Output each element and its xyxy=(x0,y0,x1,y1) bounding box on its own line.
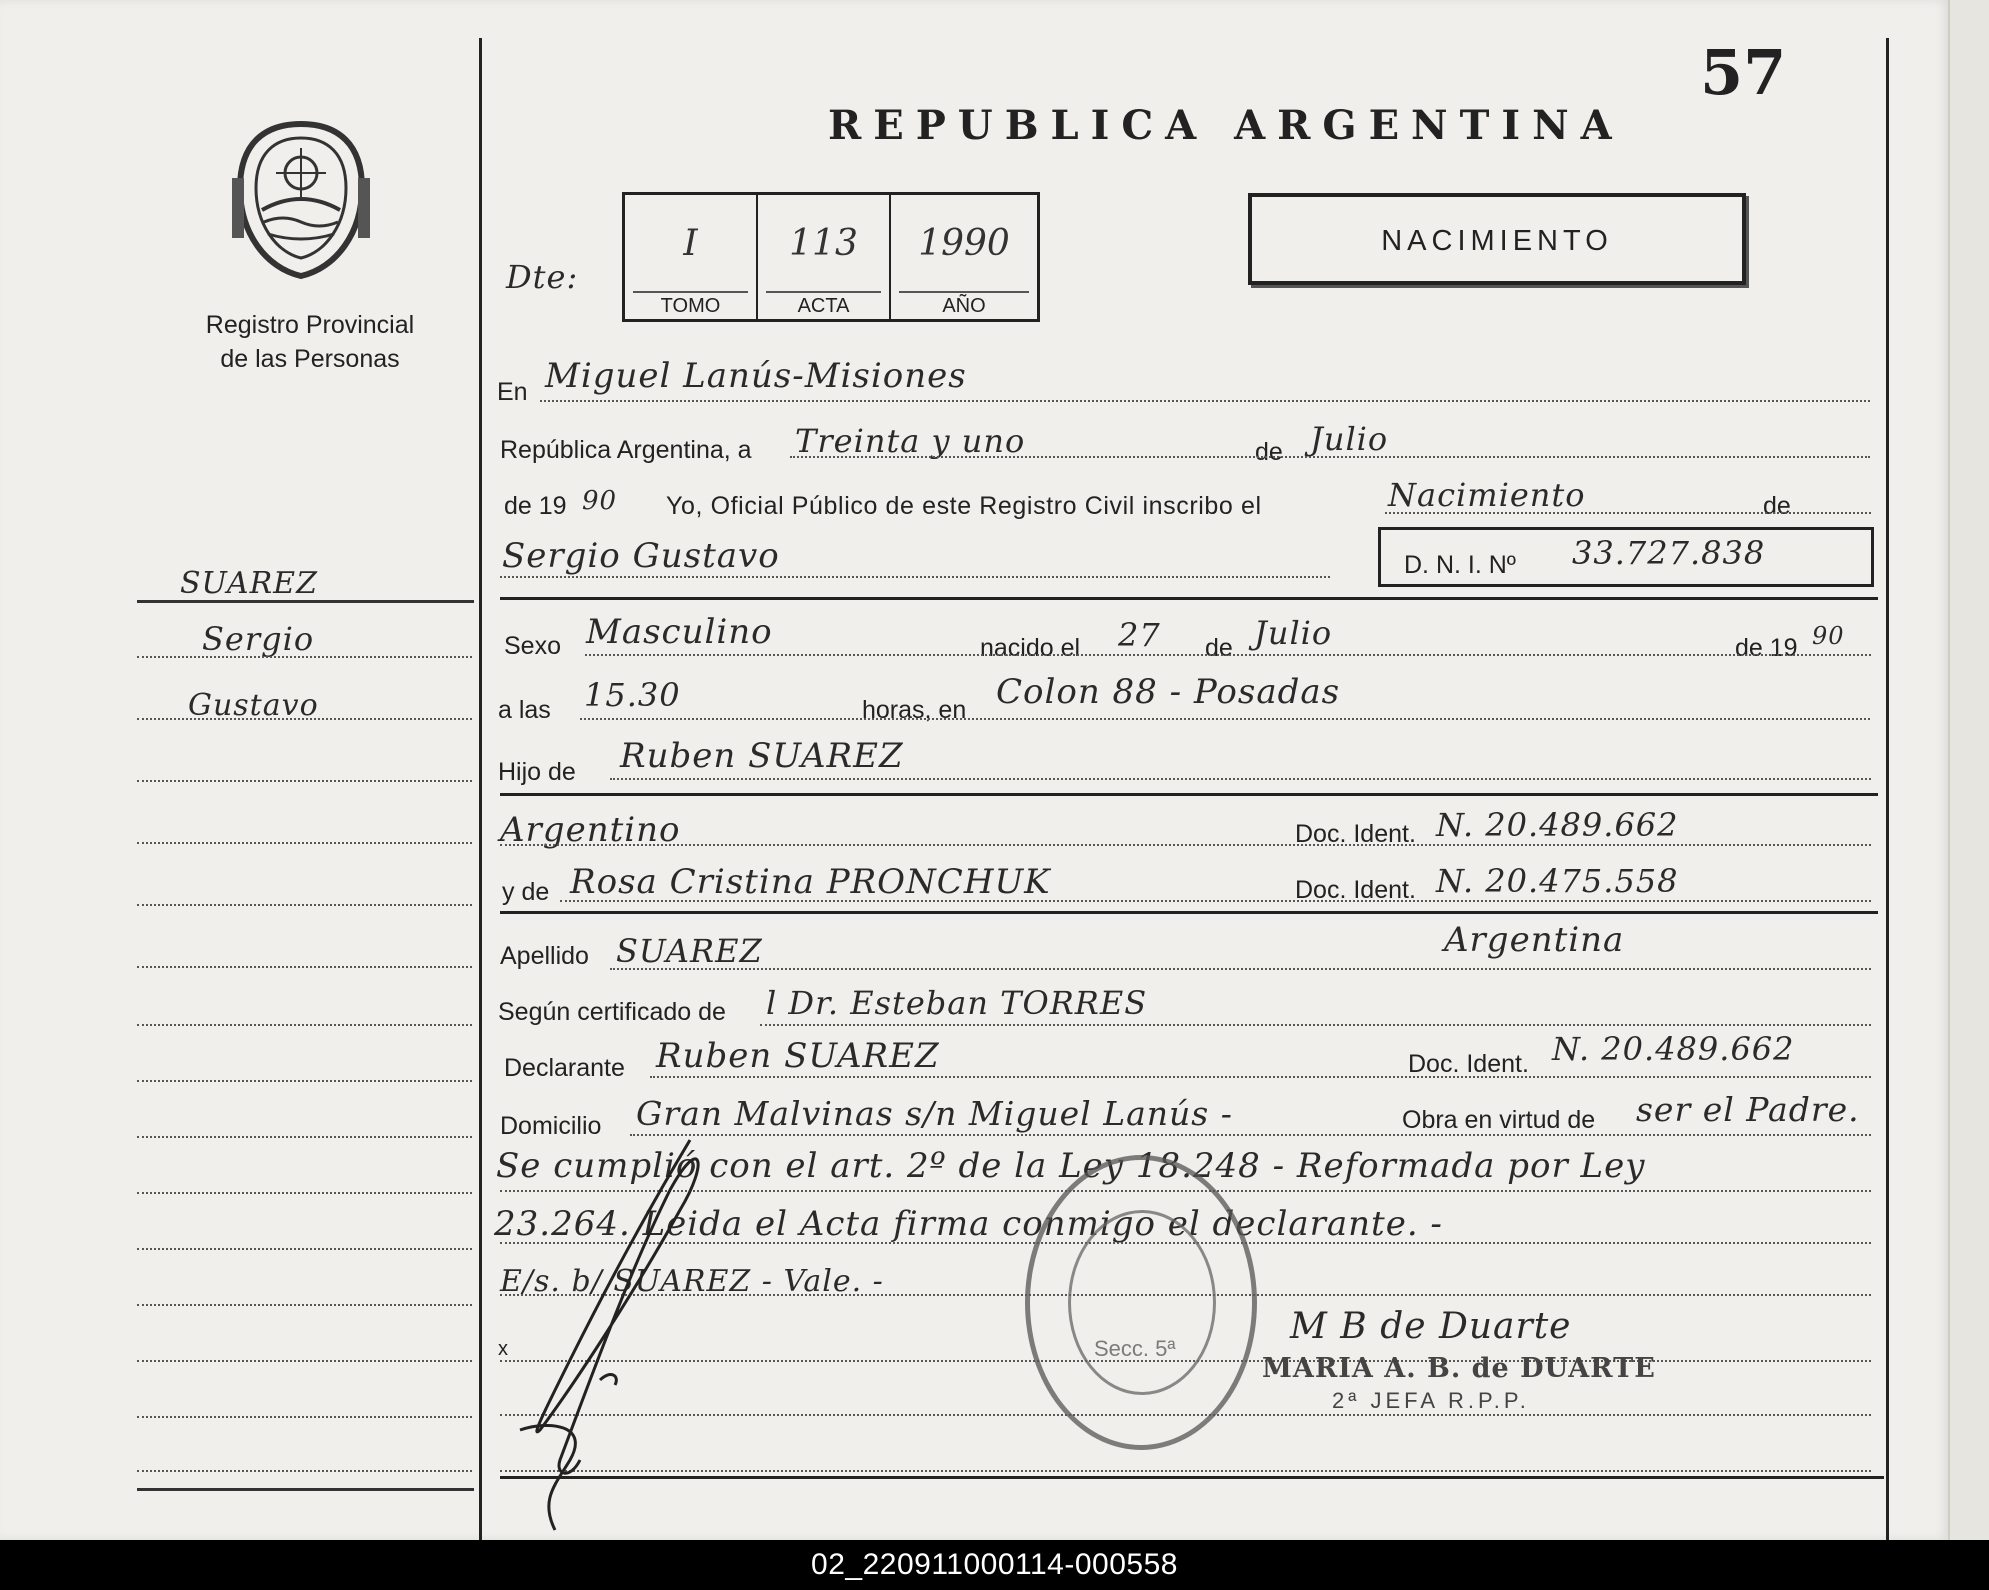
horas-label: horas, en xyxy=(862,696,967,724)
tomo-label: TOMO xyxy=(633,291,748,318)
margin-line xyxy=(137,1248,472,1250)
registrar-handwritten-signature: M B de Duarte xyxy=(1290,1306,1572,1347)
father-nationality: Argentino xyxy=(500,810,681,850)
right-border xyxy=(1886,38,1889,1540)
anio-label: AÑO xyxy=(899,291,1029,318)
margin-line xyxy=(137,1024,472,1026)
section-divider xyxy=(500,911,1878,914)
stamp-section: Secc. 5ª xyxy=(1094,1336,1176,1361)
margin-surname: SUAREZ xyxy=(180,566,318,601)
form-line xyxy=(610,968,1871,970)
form-line xyxy=(760,1024,1871,1026)
father-doc: N. 20.489.662 xyxy=(1436,806,1679,844)
form-line xyxy=(610,778,1871,780)
margin-bottom-line xyxy=(137,1488,474,1491)
margin-line xyxy=(137,1416,472,1418)
anio-cell xyxy=(891,195,1037,319)
de-label-3: de xyxy=(1205,634,1233,662)
year-suffix: 90 xyxy=(582,486,618,516)
record-type-box xyxy=(1248,193,1746,285)
margin-first-name: Sergio xyxy=(202,620,315,658)
en-label: En xyxy=(497,378,528,406)
registry-name xyxy=(160,308,460,376)
form-line xyxy=(585,654,1871,656)
nacido-label: nacido el xyxy=(980,634,1081,662)
declarante-value: Ruben SUAREZ xyxy=(656,1036,940,1076)
sexo-label: Sexo xyxy=(504,632,561,660)
birth-place: Colon 88 - Posadas xyxy=(996,672,1341,712)
birth-day: 27 xyxy=(1118,616,1161,654)
birth-year-suffix: 90 xyxy=(1812,622,1845,650)
dni-label: D. N. I. Nº xyxy=(1404,551,1516,579)
margin-line xyxy=(137,1080,472,1082)
registrar-role: 2ª JEFA R.P.P. xyxy=(1332,1388,1530,1413)
note-line-2: 23.264. Leida el Acta firma conmigo el declarante. - xyxy=(494,1204,1443,1244)
registry-line-2: de las Personas xyxy=(220,345,400,373)
margin-line xyxy=(137,1470,472,1472)
form-line xyxy=(1385,512,1871,514)
domicilio-value: Gran Malvinas s/n Miguel Lanús - xyxy=(636,1094,1233,1133)
republica-label: República Argentina, a xyxy=(500,436,752,464)
obra-value: ser el Padre. xyxy=(1636,1090,1860,1129)
next-page-edge xyxy=(1948,0,1989,1540)
official-text: Yo, Oficial Público de este Registro Civil inscribo el xyxy=(666,492,1262,520)
form-line xyxy=(500,844,1871,846)
registrar-name: MARIA A. B. de DUARTE xyxy=(1262,1353,1656,1384)
form-line xyxy=(540,400,1870,402)
registry-line-1: Registro Provincial xyxy=(205,311,415,339)
event-value: Nacimiento xyxy=(1388,476,1586,514)
form-line xyxy=(560,900,1871,902)
place-value: Miguel Lanús-Misiones xyxy=(545,356,967,396)
y-de-label: y de xyxy=(502,878,550,906)
page-number: 57 xyxy=(1700,36,1787,109)
doctor-name: l Dr. Esteban TORRES xyxy=(766,984,1148,1022)
form-line xyxy=(500,576,1330,578)
birth-time: 15.30 xyxy=(584,676,681,714)
margin-line xyxy=(137,1192,472,1194)
de-label-2: de xyxy=(1763,492,1791,520)
page-title: REPUBLICA ARGENTINA xyxy=(828,102,1624,149)
dni-value: 33.727.838 xyxy=(1572,534,1766,572)
declarant-signature-icon xyxy=(510,1130,730,1540)
form-line xyxy=(650,1076,1871,1078)
hijo-label: Hijo de xyxy=(498,758,576,786)
mother-name: Rosa Cristina PRONCHUK xyxy=(570,862,1051,902)
note-line-3: E/s. b/ SUAREZ - Vale. - xyxy=(500,1264,884,1299)
form-line xyxy=(580,718,1870,720)
day-words: Treinta y uno xyxy=(795,422,1026,460)
margin-line xyxy=(137,780,472,782)
record-prefix: Dte: xyxy=(506,258,579,296)
margin-line xyxy=(137,718,472,720)
declarante-label: Declarante xyxy=(504,1054,625,1082)
margin-line xyxy=(137,656,472,658)
note-line-1: Se cumplió con el art. 2º de la Ley 18.248 - Reformada por Ley xyxy=(496,1146,1646,1186)
obra-label: Obra en virtud de xyxy=(1402,1106,1596,1134)
declarante-doc-label: Doc. Ident. xyxy=(1408,1050,1529,1078)
margin-line xyxy=(137,904,472,906)
margin-line xyxy=(137,842,472,844)
margin-line xyxy=(137,1304,472,1306)
record-reference-box xyxy=(622,192,1040,322)
record-type: NACIMIENTO xyxy=(1381,225,1613,257)
a-las-label: a las xyxy=(498,696,551,724)
acta-label: ACTA xyxy=(766,291,881,318)
birth-year-prefix: de 19 xyxy=(1735,634,1798,662)
signature-x-mark: x xyxy=(498,1338,508,1360)
mother-doc-label: Doc. Ident. xyxy=(1295,876,1416,904)
acta-value: 113 xyxy=(789,223,858,264)
apellido-value: SUAREZ xyxy=(616,932,763,970)
father-name: Ruben SUAREZ xyxy=(620,736,904,776)
scan-id: 02_220911000114-000558 xyxy=(811,1548,1178,1581)
anio-value: 1990 xyxy=(918,223,1010,264)
form-line xyxy=(630,1134,1871,1136)
certificado-label: Según certificado de xyxy=(498,998,726,1026)
margin-line xyxy=(137,1136,472,1138)
left-column-divider xyxy=(479,38,482,1540)
year-prefix: de 19 xyxy=(504,492,567,520)
month-value: Julio xyxy=(1310,420,1389,458)
section-divider xyxy=(500,793,1878,796)
provincial-seal-icon xyxy=(228,118,374,282)
margin-second-name: Gustavo xyxy=(188,688,319,723)
margin-surname-line xyxy=(137,600,474,603)
margin-line xyxy=(137,966,472,968)
scan-footer xyxy=(0,1540,1989,1590)
de-label: de xyxy=(1255,438,1283,466)
apellido-label: Apellido xyxy=(500,942,589,970)
official-stamp xyxy=(1025,1155,1257,1450)
declarante-doc: N. 20.489.662 xyxy=(1552,1030,1795,1068)
acta-cell xyxy=(758,195,891,319)
form-line xyxy=(790,456,1870,458)
sexo-value: Masculino xyxy=(586,612,773,652)
mother-doc: N. 20.475.558 xyxy=(1436,862,1679,900)
father-doc-label: Doc. Ident. xyxy=(1295,820,1416,848)
child-name: Sergio Gustavo xyxy=(502,536,780,576)
domicilio-label: Domicilio xyxy=(500,1112,602,1140)
section-divider xyxy=(500,597,1878,600)
tomo-value: I xyxy=(683,223,698,264)
birth-month: Julio xyxy=(1254,614,1333,652)
mother-nationality: Argentina xyxy=(1444,920,1625,960)
margin-line xyxy=(137,1360,472,1362)
tomo-cell xyxy=(625,195,758,319)
stamp-inner-ring xyxy=(1068,1210,1216,1395)
